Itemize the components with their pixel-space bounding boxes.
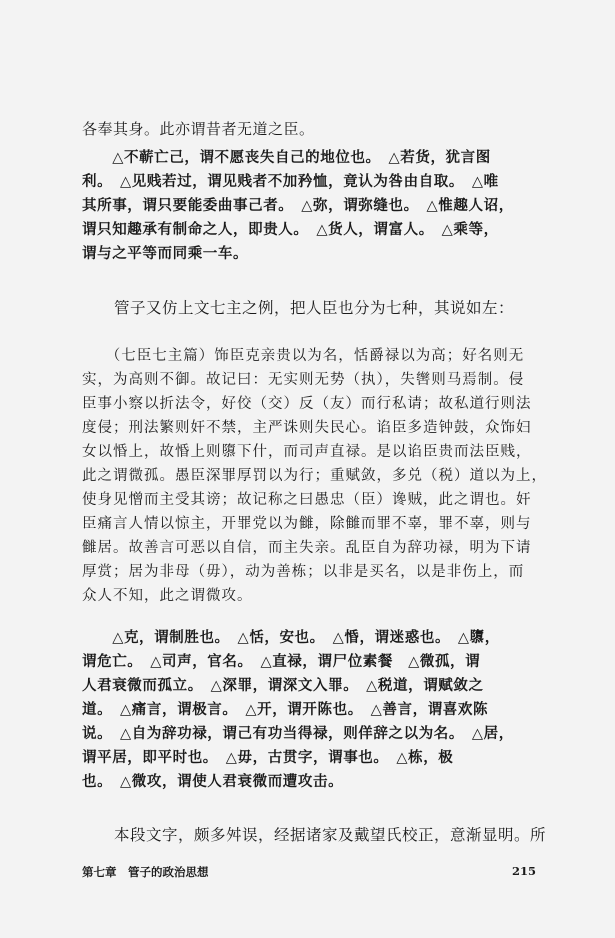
quote-line: 此之谓微孤。愚臣深罪厚罚以为行；重赋敛，多兑（税）道以为上， bbox=[82, 468, 547, 484]
quote-line: 女以惛上，故惛上则隳下什，而司声直禄。是以谄臣贵而法臣贱， bbox=[82, 444, 532, 460]
annotation-line: 谓只知趣承有制命之人，即贵人。 △货人，谓富人。 △乘等， bbox=[82, 221, 499, 238]
quote-line: 度侵；刑法繁则奸不禁，主严诛则失民心。谄臣多造钟鼓，众饰妇 bbox=[82, 420, 532, 436]
annotation-line: 道。 △痛言，谓极言。 △开，谓开陈也。 △善言，谓喜欢陈 bbox=[82, 701, 489, 718]
annotation-line: 也。 △微攻，谓使人君衰微而遭攻击。 bbox=[82, 773, 344, 790]
quote-line: 臣事小察以折法令，好佼（交）反（友）而行私请；故私道行则法 bbox=[82, 396, 532, 412]
quote-line: 厚赏；居为非母（毋），动为善栋；以非是买名，以是非伤上，而 bbox=[82, 564, 525, 580]
annotation-line: 谓危亡。 △司声，官名。 △直禄，谓尸位素餐 △微孤，谓 bbox=[82, 653, 481, 670]
quote-line: 臣痛言人情以惊主，开罪党以为雠，除雠而罪不辜，罪不辜，则与 bbox=[82, 516, 532, 532]
body-line: 各奉其身。此亦谓昔者无道之臣。 bbox=[82, 120, 315, 138]
annotation-line: △克，谓制胜也。 △恬，安也。 △惛，谓迷惑也。 △隳， bbox=[82, 629, 500, 646]
annotation-line: 其所事，谓只要能委曲事己者。 △弥，谓弥缝也。 △惟趣人诏， bbox=[82, 197, 514, 214]
annotation-line: 利。 △见贱若过，谓见贱者不加矜恤，竟认为咎由自取。 △唯 bbox=[82, 173, 499, 190]
annotation-line: 谓平居，即平时也。 △毋，古贯字，谓事也。 △栋，极 bbox=[82, 749, 454, 766]
chapter-footer: 第七章 管子的政治思想 bbox=[82, 865, 209, 879]
quote-line: 使身见憎而主受其谤；故记称之曰愚忠（臣）谗贼，此之谓也。奸 bbox=[82, 492, 532, 508]
quote-line: 众人不知，此之谓微攻。 bbox=[82, 588, 253, 604]
quote-line: （七臣七主篇）饰臣克亲贵以为名，恬爵禄以为高；好名则无 bbox=[82, 348, 525, 364]
annotation-line: △不蕲亡己，谓不愿丧失自己的地位也。 △若货，犹言图 bbox=[82, 149, 491, 166]
page-number: 215 bbox=[512, 864, 537, 878]
annotation-line: 谓与之平等而同乘一车。 bbox=[82, 245, 249, 262]
annotation-line: 人君衰微而孤立。 △深罪，谓深文入罪。 △税道，谓赋敛之 bbox=[82, 677, 484, 694]
annotation-line: 说。 △自为辞功禄，谓己有功当得禄，则佯辞之以为名。 △居， bbox=[82, 725, 514, 742]
body-paragraph: 管子又仿上文七主之例，把人臣也分为七种，其说如左： bbox=[82, 299, 515, 317]
quote-line: 雠居。故善言可恶以自信，而主失亲。乱臣自为辞功禄，明为下请 bbox=[82, 540, 532, 556]
quote-line: 实，为高则不御。故记曰：无实则无势（执），失辔则马焉制。侵 bbox=[82, 372, 525, 388]
body-paragraph: 本段文字，颇多舛误，经据诸家及戴望氏校正，意渐显明。所 bbox=[82, 826, 547, 844]
